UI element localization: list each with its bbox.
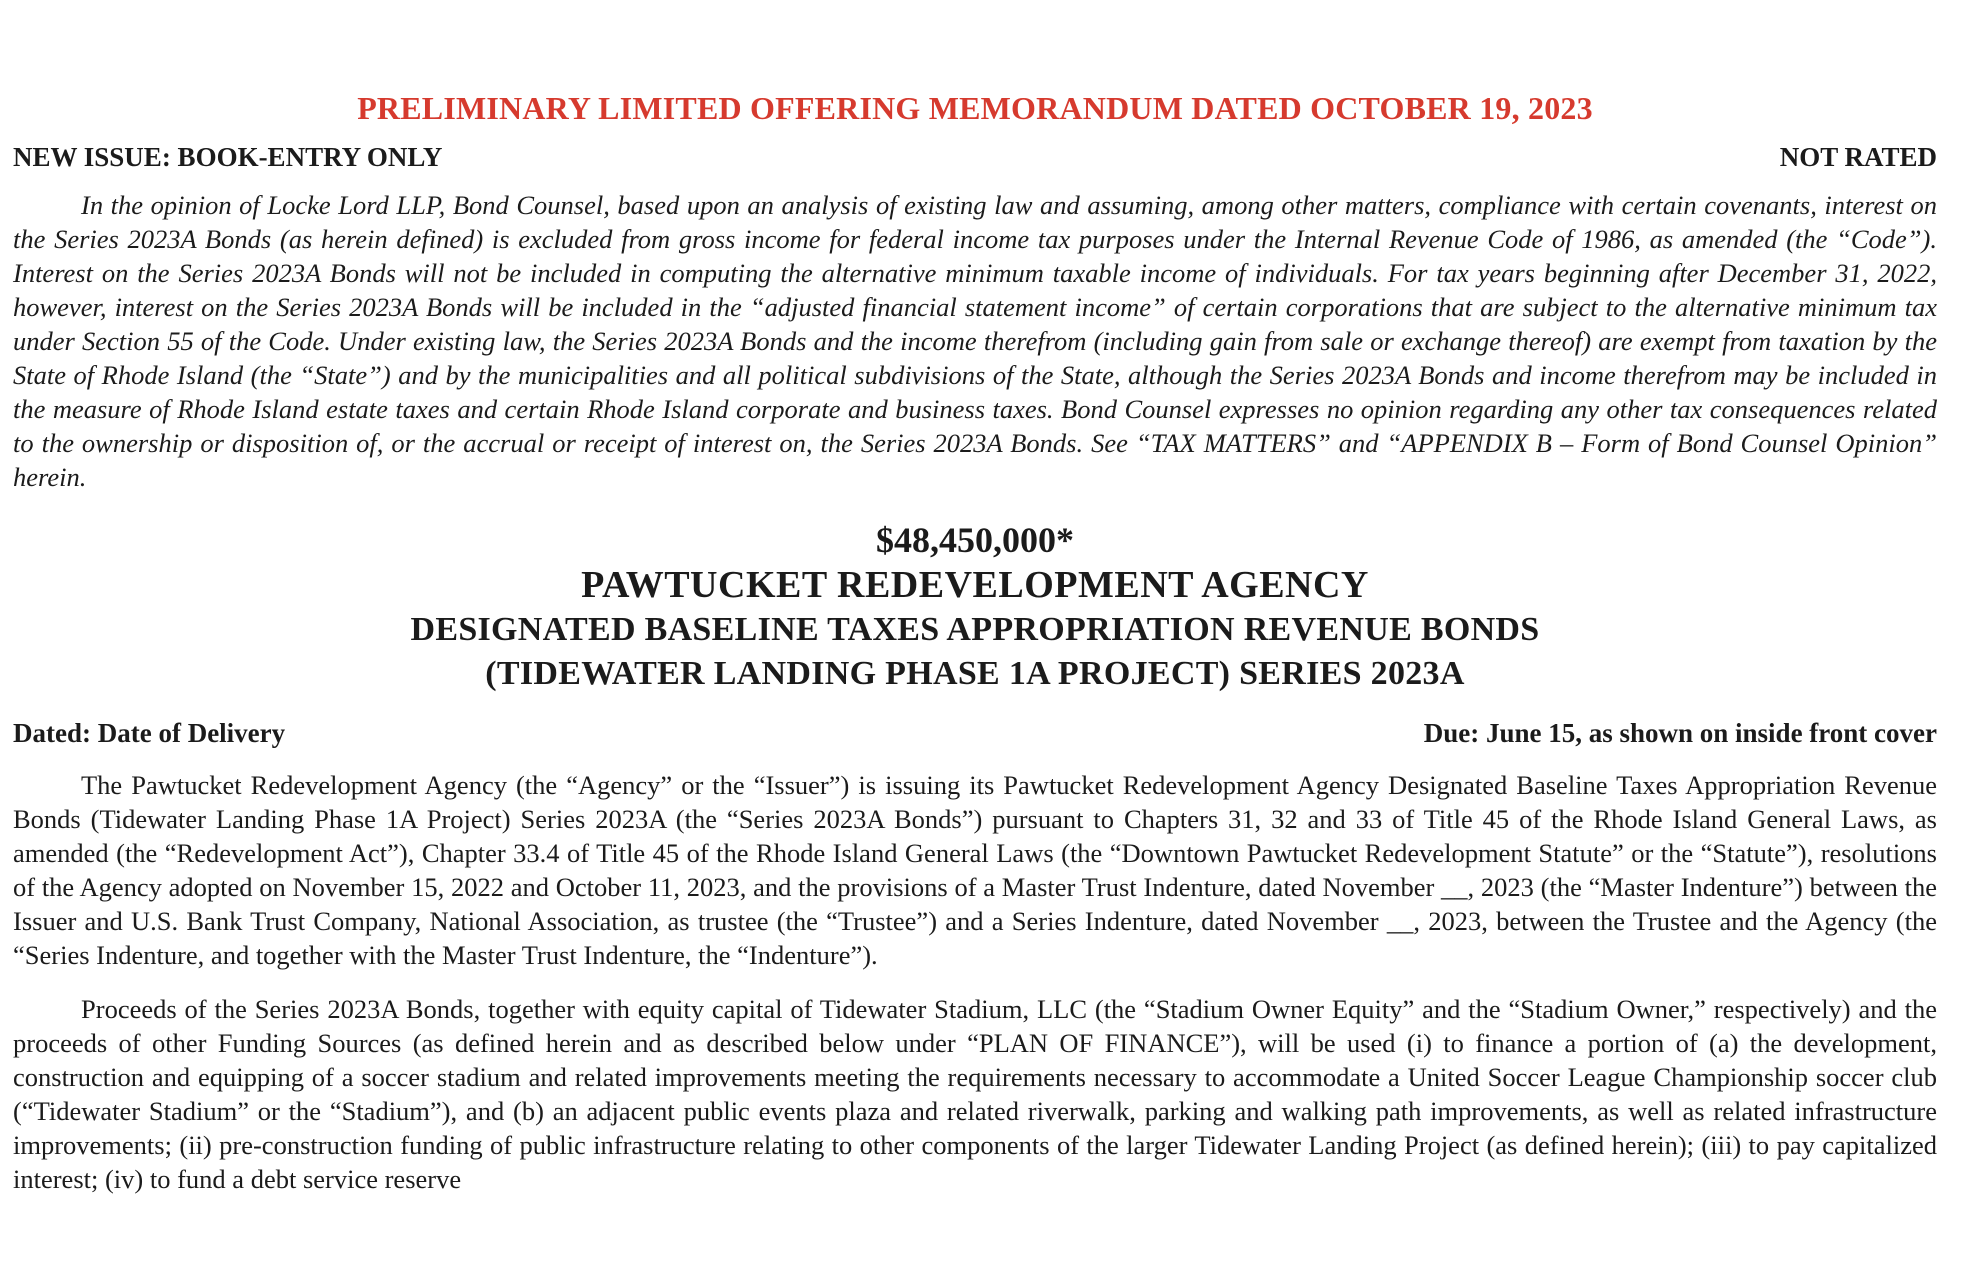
issuer-name: PAWTUCKET REDEVELOPMENT AGENCY — [581, 564, 1369, 606]
issue-type: NEW ISSUE: BOOK-ENTRY ONLY — [13, 142, 443, 172]
document-page — [13, 88, 1937, 1196]
issue-row — [13, 140, 1937, 174]
body-paragraph-proceeds: Proceeds of the Series 2023A Bonds, together with equity capital of Tidewater Stadium, LLC (the “Stadium Owner Equity” and the “Stadium Owner,” respectively) and the proceeds of other Funding Sources (as defined herein and as described below under “PLAN OF FINANCE”), will be used (i) to finance a portion of (a) the development, construction and equipping of a soccer stadium and related improvements meeting the requirements necessary to accommodate a United Soccer League Championship soccer club (“Tidewater Stadium” or the “Stadium”), and (b) an adjacent public events plaza and related riverwalk, parking and walking path improvements, as well as related infrastructure improvements; (ii) pre-construction funding of public infrastructure relating to other components of the larger Tidewater Landing Project (as defined herein); (iii) to pay capitalized interest; (iv) to fund a debt service reserve — [13, 994, 1937, 1194]
body-paragraph-issuance: The Pawtucket Redevelopment Agency (the “Agency” or the “Issuer”) is issuing its Pawtucket Redevelopment Agency Designated Baseline Taxes Appropriation Revenue Bonds (Tidewater Landing Phase 1A Project) Series 2023A (the “Series 2023A Bonds”) pursuant to Chapters 31, 32 and 33 of Title 45 of the Rhode Island General Laws, as amended (the “Redevelopment Act”), Chapter 33.4 of Title 45 of the Rhode Island General Laws (the “Downtown Pawtucket Redevelopment Statute” or the “Statute”), resolutions of the Agency adopted on November 15, 2022 and October 11, 2023, and the provisions of a Master Trust Indenture, dated November __, 2023 (the “Master Indenture”) between the Issuer and U.S. Bank Trust Company, National Association, as trustee (the “Trustee”) and a Series Indenture, dated November __, 2023, between the Trustee and the Agency (the “Series Indenture, and together with the Master Trust Indenture, the “Indenture”). — [13, 770, 1937, 970]
rating-label: NOT RATED — [1779, 142, 1937, 172]
bond-title-line2: (TIDEWATER LANDING PHASE 1A PROJECT) SERIES 2023A — [485, 655, 1465, 692]
tax-opinion-paragraph: In the opinion of Locke Lord LLP, Bond Counsel, based upon an analysis of existing law and assuming, among other matters, compliance with certain covenants, interest on the Series 2023A Bonds (as herein defined) is excluded from gross income for federal income tax purposes under the Internal Revenue Code of 1986, as amended (the “Code”). Interest on the Series 2023A Bonds will not be included in computing the alternative minimum taxable income of individuals. For tax years beginning after December 31, 2022, however, interest on the Series 2023A Bonds will be included in the “adjusted financial statement income” of certain corporations that are subject to the alternative minimum tax under Section 55 of the Code. Under existing law, the Series 2023A Bonds and the income therefrom (including gain from sale or exchange thereof) are exempt from taxation by the State of Rhode Island (the “State”) and by the municipalities and all political subdivisions of the State, although the Series 2023A Bonds and income therefrom may be included in the measure of Rhode Island estate taxes and certain Rhode Island corporate and business taxes. Bond Counsel expresses no opinion regarding any other tax consequences related to the ownership or disposition of, or the accrual or receipt of interest on, the Series 2023A Bonds. See “TAX MATTERS” and “APPENDIX B – Form of Bond Counsel Opinion” herein. — [13, 190, 1937, 492]
preliminary-notice: PRELIMINARY LIMITED OFFERING MEMORANDUM DATED OCTOBER 19, 2023 — [357, 90, 1593, 126]
offering-amount: $48,450,000* — [876, 520, 1074, 560]
due-label: Due: June 15, as shown on inside front cover — [1423, 718, 1937, 748]
dated-due-row — [13, 716, 1937, 750]
bond-title-line1: DESIGNATED BASELINE TAXES APPROPRIATION REVENUE BONDS — [410, 611, 1540, 648]
dated-label: Dated: Date of Delivery — [13, 718, 286, 748]
